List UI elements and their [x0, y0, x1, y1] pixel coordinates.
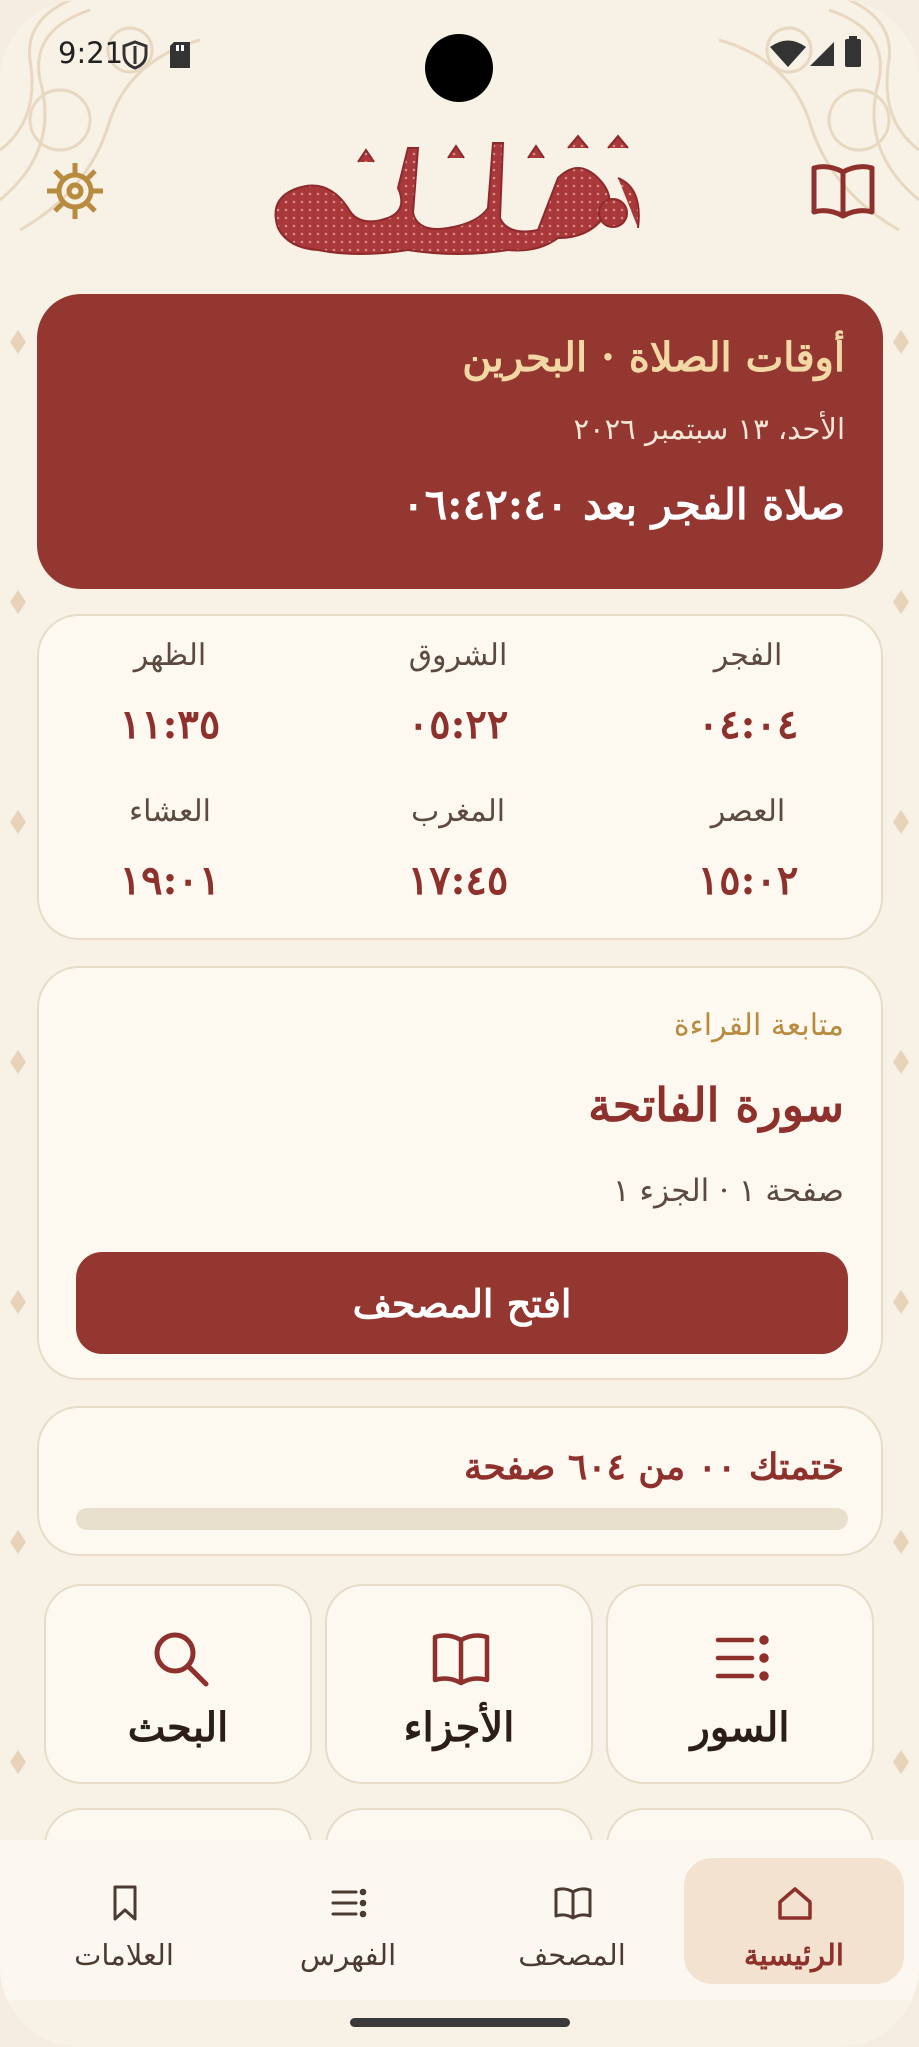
tile-juz[interactable]	[325, 1584, 593, 1784]
prayer-cell-dhuhr	[45, 638, 295, 748]
nav-index[interactable]	[238, 1858, 458, 1984]
prayer-time: ١٩:٠١	[119, 857, 221, 904]
prayer-time: ٠٤:٠٤	[697, 701, 799, 748]
prayer-time: ١١:٣٥	[119, 701, 221, 748]
bottom-navigation	[0, 1840, 919, 2000]
settings-icon[interactable]	[44, 160, 106, 222]
front-camera	[425, 34, 493, 102]
continue-reading-card	[37, 966, 883, 1380]
prayer-name: المغرب	[410, 794, 506, 829]
prayer-name: الشروق	[408, 638, 508, 673]
tile-label: السور	[690, 1704, 790, 1751]
battery-icon	[844, 36, 862, 68]
list-icon	[330, 1884, 368, 1922]
status-bar	[0, 0, 919, 110]
search-icon	[150, 1628, 210, 1688]
book-icon[interactable]	[810, 160, 876, 222]
nav-label: الفهرس	[299, 1938, 397, 1972]
gesture-home-bar[interactable]	[350, 2018, 570, 2027]
next-prayer-countdown: صلاة الفجر بعد ٠٦:٤٢:٤٠	[402, 480, 845, 529]
nav-label: المصحف	[518, 1938, 626, 1972]
bookmark-icon	[106, 1884, 144, 1922]
tile-surahs[interactable]	[606, 1584, 874, 1784]
signal-icon	[808, 40, 836, 68]
prayer-cell-shuruq	[333, 638, 583, 748]
list-icon	[712, 1628, 772, 1688]
sd-card-icon	[168, 40, 192, 70]
nav-mushaf[interactable]	[462, 1858, 682, 1984]
prayer-card-title: أوقات الصلاة · البحرين	[462, 334, 845, 381]
nav-bookmarks[interactable]	[14, 1858, 234, 1984]
tile-search[interactable]	[44, 1584, 312, 1784]
prayer-cell-fajr	[623, 638, 873, 748]
prayer-name: الظهر	[133, 638, 207, 673]
nav-label: الرئيسية	[744, 1938, 844, 1972]
prayer-times-grid	[37, 614, 883, 940]
khatma-progress-card	[37, 1406, 883, 1556]
prayer-name: العشاء	[129, 794, 211, 829]
current-surah: سورة الفاتحة	[588, 1078, 844, 1132]
prayer-time: ١٥:٠٢	[697, 857, 799, 904]
prayer-time: ٠٥:٢٢	[407, 701, 509, 748]
app-logo	[258, 118, 662, 268]
prayer-name: الفجر	[713, 638, 783, 673]
khatma-progress-text: ختمتك ٠٠ من ٦٠٤ صفحة	[464, 1446, 844, 1488]
open-mushaf-button[interactable]: افتح المصحف	[76, 1252, 848, 1354]
prayer-card-date: الأحد، ١٣ سبتمبر ٢٠٢٦	[573, 412, 845, 446]
book-icon	[431, 1628, 491, 1688]
prayer-name: العصر	[710, 794, 786, 829]
wifi-icon	[770, 40, 806, 68]
khatma-progress-bar	[76, 1508, 848, 1530]
side-ornament-right	[883, 250, 919, 1830]
continue-reading-label: متابعة القراءة	[673, 1008, 844, 1043]
prayer-cell-isha	[45, 794, 295, 904]
prayer-times-header-card	[37, 294, 883, 589]
prayer-cell-maghrib	[333, 794, 583, 904]
nav-label: العلامات	[74, 1938, 174, 1972]
side-ornament-left	[0, 250, 36, 1830]
prayer-time: ١٧:٤٥	[407, 857, 509, 904]
tile-label: الأجزاء	[403, 1704, 515, 1751]
nav-home[interactable]	[684, 1858, 904, 1984]
current-page-juz: صفحة ١ · الجزء ١	[613, 1173, 844, 1209]
prayer-cell-asr	[623, 794, 873, 904]
home-icon	[776, 1884, 814, 1922]
tile-label: البحث	[127, 1704, 229, 1751]
book-icon	[554, 1884, 592, 1922]
shield-icon	[122, 40, 148, 70]
status-time: 9:21	[58, 36, 124, 70]
